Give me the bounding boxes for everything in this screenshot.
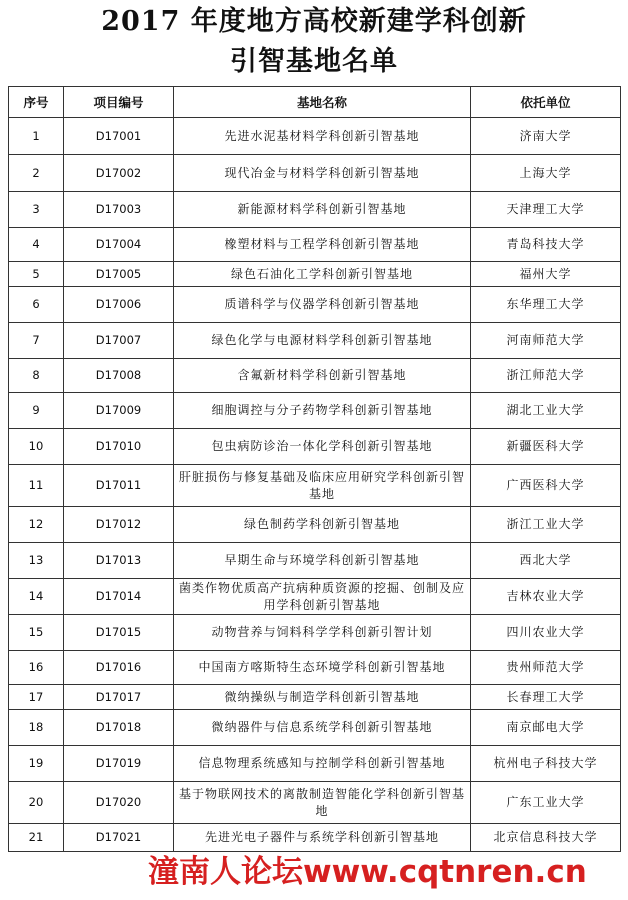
row-project-code: D17011 <box>64 465 174 507</box>
header-serial: 序号 <box>9 87 64 118</box>
row-project-code: D17008 <box>64 359 174 393</box>
row-base-name: 中国南方喀斯特生态环境学科创新引智基地 <box>174 651 471 685</box>
row-base-name: 微纳器件与信息系统学科创新引智基地 <box>174 710 471 746</box>
table-row <box>9 429 621 465</box>
row-host-unit: 四川农业大学 <box>471 615 621 651</box>
row-project-code: D17015 <box>64 615 174 651</box>
row-project-code: D17016 <box>64 651 174 685</box>
header-base-name: 基地名称 <box>174 87 471 118</box>
row-base-name: 微纳操纵与制造学科创新引智基地 <box>174 685 471 710</box>
row-host-unit: 天津理工大学 <box>471 192 621 228</box>
row-project-code: D17014 <box>64 579 174 615</box>
row-serial: 7 <box>9 323 64 359</box>
row-serial: 12 <box>9 507 64 543</box>
table-row <box>9 507 621 543</box>
row-host-unit: 上海大学 <box>471 155 621 192</box>
row-project-code: D17004 <box>64 228 174 262</box>
row-project-code: D17001 <box>64 118 174 155</box>
row-project-code: D17009 <box>64 393 174 429</box>
row-host-unit: 新疆医科大学 <box>471 429 621 465</box>
row-serial: 6 <box>9 287 64 323</box>
row-serial: 3 <box>9 192 64 228</box>
table-row <box>9 118 621 155</box>
header-project-code: 项目编号 <box>64 87 174 118</box>
row-host-unit: 北京信息科技大学 <box>471 824 621 852</box>
row-host-unit: 广东工业大学 <box>471 782 621 824</box>
table-row <box>9 824 621 852</box>
row-project-code: D17012 <box>64 507 174 543</box>
row-serial: 20 <box>9 782 64 824</box>
row-project-code: D17021 <box>64 824 174 852</box>
row-project-code: D17010 <box>64 429 174 465</box>
header-host-unit: 依托单位 <box>471 87 621 118</box>
row-host-unit: 贵州师范大学 <box>471 651 621 685</box>
row-serial: 1 <box>9 118 64 155</box>
row-host-unit: 济南大学 <box>471 118 621 155</box>
row-serial: 11 <box>9 465 64 507</box>
row-host-unit: 吉林农业大学 <box>471 579 621 615</box>
row-serial: 5 <box>9 262 64 287</box>
table-row <box>9 393 621 429</box>
table-row <box>9 710 621 746</box>
row-serial: 19 <box>9 746 64 782</box>
row-host-unit: 福州大学 <box>471 262 621 287</box>
page-title-line-1: 2017 年度地方高校新建学科创新 <box>101 6 527 37</box>
row-host-unit: 青岛科技大学 <box>471 228 621 262</box>
table-row <box>9 155 621 192</box>
row-host-unit: 杭州电子科技大学 <box>471 746 621 782</box>
row-serial: 17 <box>9 685 64 710</box>
row-serial: 16 <box>9 651 64 685</box>
forum-watermark: 潼南人论坛www.cqtnren.cn <box>148 854 587 890</box>
table-row <box>9 192 621 228</box>
row-host-unit: 河南师范大学 <box>471 323 621 359</box>
row-serial: 21 <box>9 824 64 852</box>
row-base-name: 绿色石油化工学科创新引智基地 <box>174 262 471 287</box>
row-serial: 15 <box>9 615 64 651</box>
table-row <box>9 579 621 615</box>
row-project-code: D17018 <box>64 710 174 746</box>
table-row <box>9 543 621 579</box>
table-row <box>9 465 621 507</box>
row-base-name: 含氟新材料学科创新引智基地 <box>174 359 471 393</box>
row-base-name: 质谱科学与仪器学科创新引智基地 <box>174 287 471 323</box>
row-project-code: D17017 <box>64 685 174 710</box>
row-host-unit: 浙江工业大学 <box>471 507 621 543</box>
row-base-name: 现代冶金与材料学科创新引智基地 <box>174 155 471 192</box>
table-row <box>9 287 621 323</box>
row-serial: 4 <box>9 228 64 262</box>
table-row <box>9 359 621 393</box>
table-row <box>9 615 621 651</box>
table-header-row <box>9 87 621 118</box>
row-serial: 13 <box>9 543 64 579</box>
row-base-name: 包虫病防诊治一体化学科创新引智基地 <box>174 429 471 465</box>
row-host-unit: 长春理工大学 <box>471 685 621 710</box>
row-base-name: 先进光电子器件与系统学科创新引智基地 <box>174 824 471 852</box>
table-row <box>9 228 621 262</box>
row-base-name: 新能源材料学科创新引智基地 <box>174 192 471 228</box>
row-base-name: 信息物理系统感知与控制学科创新引智基地 <box>174 746 471 782</box>
row-project-code: D17002 <box>64 155 174 192</box>
row-base-name: 菌类作物优质高产抗病种质资源的挖掘、创制及应用学科创新引智基地 <box>174 579 471 615</box>
row-base-name: 肝脏损伤与修复基础及临床应用研究学科创新引智基地 <box>174 465 471 507</box>
table-row <box>9 782 621 824</box>
row-project-code: D17013 <box>64 543 174 579</box>
row-project-code: D17020 <box>64 782 174 824</box>
row-serial: 18 <box>9 710 64 746</box>
base-list-table <box>8 86 621 852</box>
row-project-code: D17006 <box>64 287 174 323</box>
row-project-code: D17019 <box>64 746 174 782</box>
row-host-unit: 湖北工业大学 <box>471 393 621 429</box>
row-base-name: 细胞调控与分子药物学科创新引智基地 <box>174 393 471 429</box>
row-host-unit: 南京邮电大学 <box>471 710 621 746</box>
row-base-name: 动物营养与饲料科学学科创新引智计划 <box>174 615 471 651</box>
row-base-name: 基于物联网技术的离散制造智能化学科创新引智基地 <box>174 782 471 824</box>
row-host-unit: 浙江师范大学 <box>471 359 621 393</box>
table-row <box>9 746 621 782</box>
row-host-unit: 东华理工大学 <box>471 287 621 323</box>
row-base-name: 绿色制药学科创新引智基地 <box>174 507 471 543</box>
row-serial: 10 <box>9 429 64 465</box>
row-host-unit: 广西医科大学 <box>471 465 621 507</box>
row-host-unit: 西北大学 <box>471 543 621 579</box>
row-serial: 9 <box>9 393 64 429</box>
row-project-code: D17007 <box>64 323 174 359</box>
table-row <box>9 262 621 287</box>
row-project-code: D17003 <box>64 192 174 228</box>
table-row <box>9 323 621 359</box>
row-base-name: 早期生命与环境学科创新引智基地 <box>174 543 471 579</box>
row-serial: 14 <box>9 579 64 615</box>
row-serial: 2 <box>9 155 64 192</box>
row-base-name: 先进水泥基材料学科创新引智基地 <box>174 118 471 155</box>
row-base-name: 橡塑材料与工程学科创新引智基地 <box>174 228 471 262</box>
table-row <box>9 685 621 710</box>
page-title-line-2: 引智基地名单 <box>230 46 398 77</box>
table-row <box>9 651 621 685</box>
row-project-code: D17005 <box>64 262 174 287</box>
row-serial: 8 <box>9 359 64 393</box>
row-base-name: 绿色化学与电源材料学科创新引智基地 <box>174 323 471 359</box>
